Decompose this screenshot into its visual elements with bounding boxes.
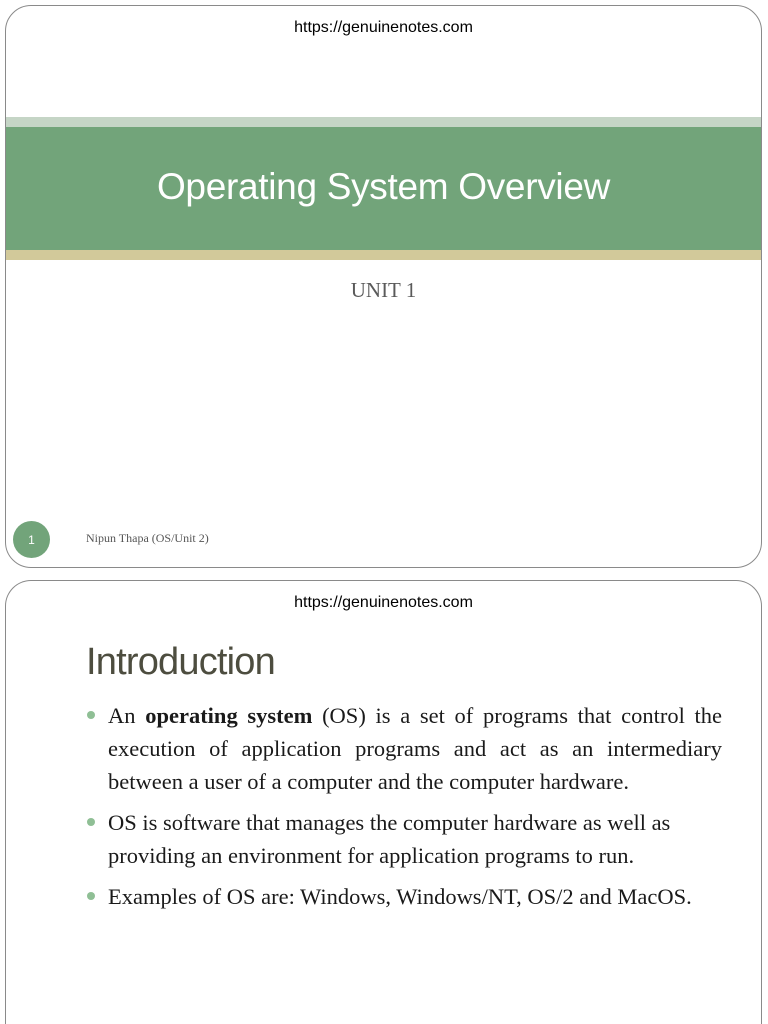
bullet-text-rest: (OS) is a set of programs that control the execution of application programs and act as an intermediary between a user of a computer and the computer hardware. bbox=[108, 703, 723, 794]
page-number-badge: 1 bbox=[13, 521, 50, 558]
bullet-item bbox=[82, 699, 722, 798]
title-top-stripe bbox=[6, 117, 761, 127]
slide-title-page bbox=[5, 5, 762, 568]
title-bottom-stripe bbox=[6, 250, 761, 260]
slide-subtitle: UNIT 1 bbox=[350, 278, 417, 302]
bullet-item bbox=[82, 880, 722, 913]
bullet-dot-icon bbox=[87, 818, 95, 826]
bullet-text: Examples of OS are: Windows, Windows/NT, OS/2 and MacOS. bbox=[108, 884, 692, 909]
slide-introduction bbox=[5, 580, 762, 1024]
slide-heading: Introduction bbox=[86, 641, 275, 683]
source-url: https://genuinenotes.com bbox=[294, 19, 473, 36]
bullet-item bbox=[82, 806, 722, 872]
slide-title: Operating System Overview bbox=[156, 166, 611, 207]
bullet-text: OS is software that manages the computer hardware as well as providing an environment for application programs to run. bbox=[108, 810, 671, 868]
bullet-text-lead: An bbox=[108, 703, 146, 728]
bullet-dot-icon bbox=[87, 711, 95, 719]
bullet-bold-term: operating system bbox=[145, 703, 313, 728]
slide-footer: Nipun Thapa (OS/Unit 2) bbox=[86, 531, 209, 545]
bullet-dot-icon bbox=[87, 892, 95, 900]
bullet-list bbox=[82, 699, 722, 921]
source-url: https://genuinenotes.com bbox=[294, 594, 473, 611]
